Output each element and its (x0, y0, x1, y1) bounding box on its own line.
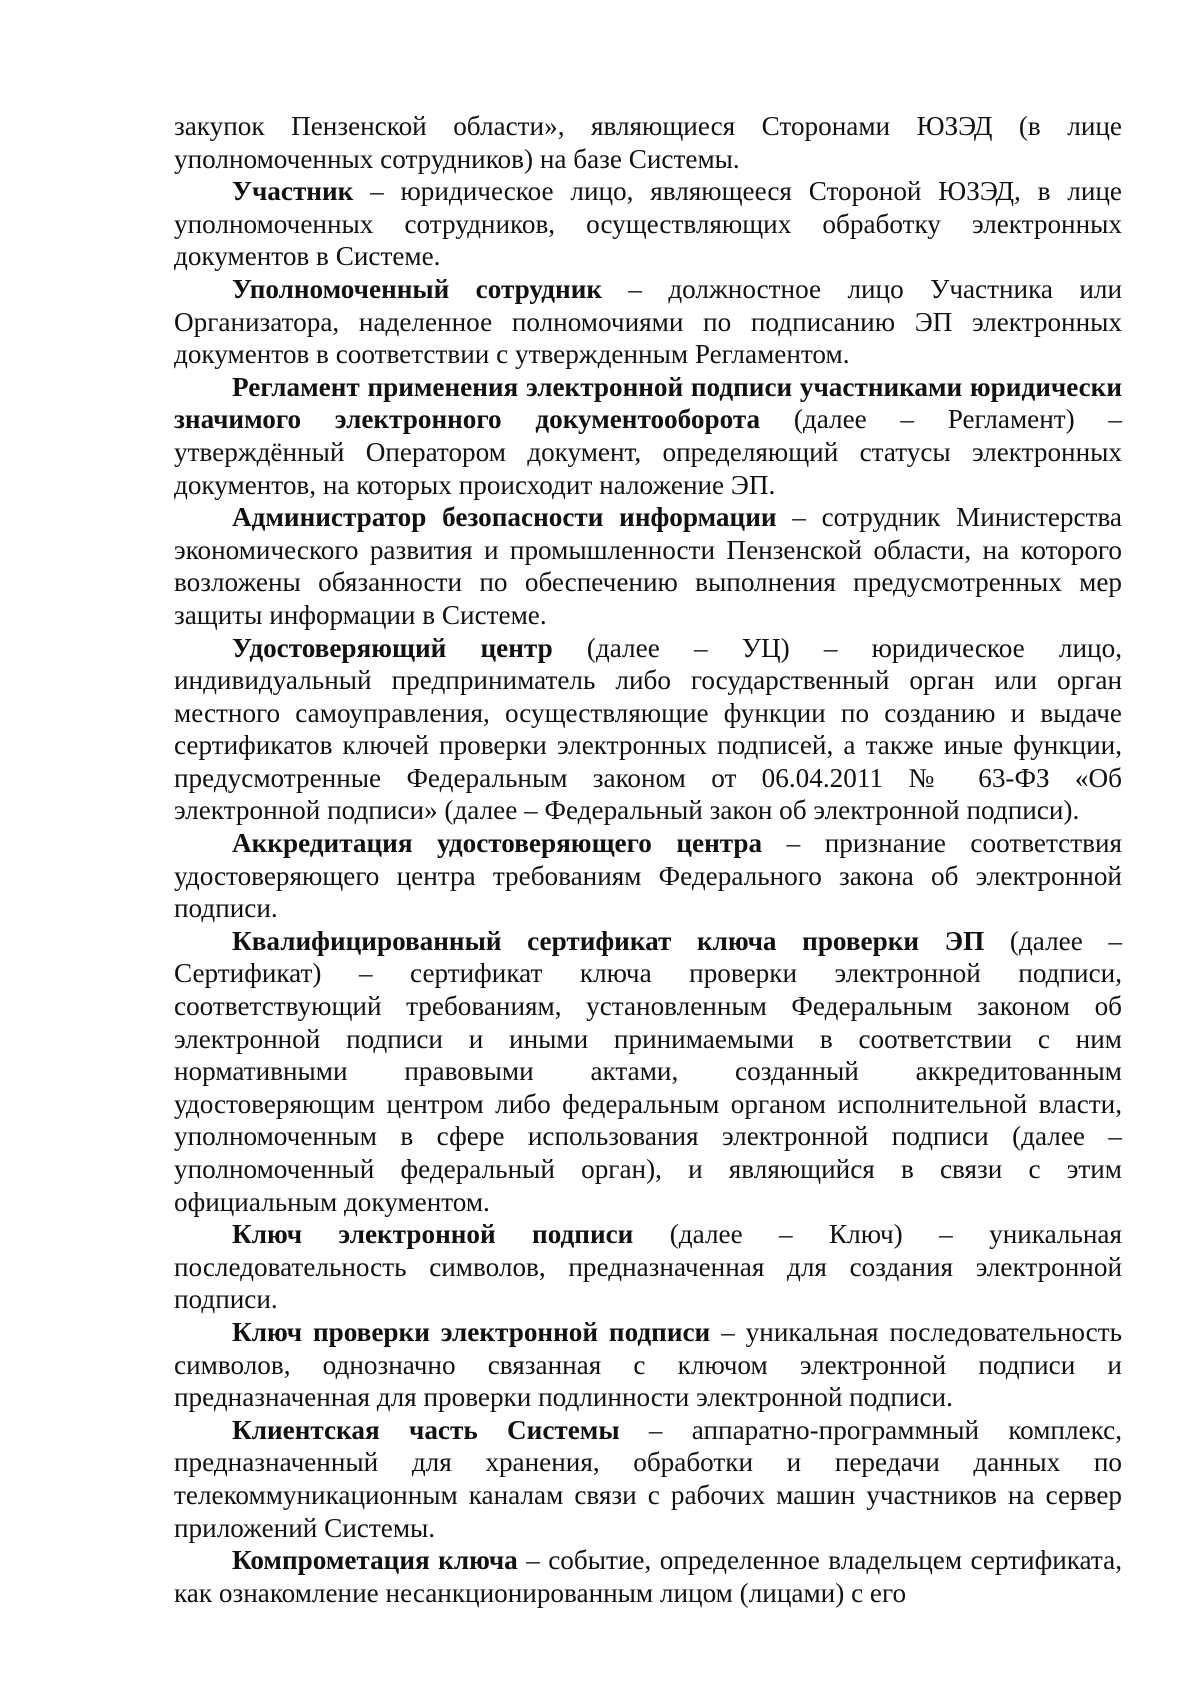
term: Ключ проверки электронной подписи (232, 1316, 711, 1347)
definition-text: – должностное лицо Участника или Организатора, наделенное полномочиями по подписанию ЭП электронных документов в соответствии с утвержденным Регламентом. (174, 273, 1122, 370)
definition-security-administrator (174, 501, 1122, 631)
definition-text: (далее – Ключ) – уникальная последовательность символов, предназначенная для создания электронной подписи. (174, 1219, 1123, 1315)
definition-participant (174, 175, 1122, 273)
paragraph-continuation (174, 110, 1122, 175)
definition-verification-key (174, 1316, 1122, 1414)
definition-text: – юридическое лицо, являющееся Стороной ЮЗЭД, в лице уполномоченных сотрудников, осуществляющих обработку электронных документов в Системе. (174, 176, 1122, 272)
term: Квалифицированный сертификат ключа проверки ЭП (232, 925, 985, 956)
term: Участник (232, 176, 354, 207)
term: Клиентская часть Системы (232, 1414, 620, 1445)
definition-text: – аппаратно-программный комплекс, предназначенный для хранения, обработки и передачи данных по телекоммуникационным каналам связи с рабочих машин участников на сервер приложений Системы. (174, 1414, 1123, 1543)
definition-text: – признание соответствия удостоверяющего центра требованиям Федерального закона об электронной подписи. (174, 828, 1123, 924)
definition-qualified-certificate (174, 925, 1122, 1218)
definition-authorized-employee (174, 273, 1122, 371)
definition-accreditation (174, 827, 1122, 925)
definition-client-part (174, 1414, 1122, 1544)
definition-text: – событие, определенное владельцем сертификата, как ознакомление несанкционированным лицом (лицами) с его (174, 1545, 1122, 1608)
definition-text: (далее – УЦ) – юридическое лицо, индивидуальный предприниматель либо государственный орган или орган местного самоуправления, осуществляющие функции по созданию и выдаче сертификатов ключей проверки электронных подписей, а также иные функции, предусмотренные Федеральным законом от 06.04.2011 № 63-ФЗ «Об электронной подписи» (далее – Федеральный закон об электронной подписи). (174, 632, 1122, 826)
term: Компрометация ключа (232, 1545, 518, 1576)
definition-text: (далее – Регламент) – утверждённый Оператором документ, определяющий статусы электронных документов, на которых происходит наложение ЭП. (174, 404, 1122, 500)
term: Ключ электронной подписи (232, 1219, 634, 1250)
term: Удостоверяющий центр (232, 632, 553, 663)
definition-certification-center (174, 632, 1122, 828)
definition-text: – сотрудник Министерства экономического развития и промышленности Пензенской области, на которого возложены обязанности по обеспечению выполнения предусмотренных мер защиты информации в Системе. (174, 502, 1122, 630)
definition-regulation (174, 371, 1122, 501)
term: Администратор безопасности информации (232, 502, 777, 533)
definition-text: (далее – Сертификат) – сертификат ключа проверки электронной подписи, соответствующий требованиям, установленным Федеральным законом об электронной подписи и иными принимаемыми в соответствии с ним нормативными правовыми актами, созданный аккредитованным удостоверяющим центром либо федеральным органом исполнительной власти, уполномоченным в сфере использования электронной подписи (далее – уполномоченный федеральный орган), и являющийся в связи с этим официальным документом. (174, 925, 1122, 1217)
term: Аккредитация удостоверяющего центра (232, 828, 763, 859)
term: Регламент применения электронной подписи участниками юридически значимого электронного документооборота (174, 371, 1122, 435)
paragraph-text: закупок Пензенской области», являющиеся Сторонами ЮЗЭД (в лице уполномоченных сотрудников) на базе Системы. (174, 111, 1122, 174)
document-page (174, 110, 1122, 1609)
definition-signature-key (174, 1218, 1122, 1316)
definition-text: – уникальная последовательность символов, однозначно связанная с ключом электронной подписи и предназначенная для проверки подлинности электронной подписи. (174, 1316, 1122, 1413)
definition-key-compromise (174, 1544, 1122, 1609)
term: Уполномоченный сотрудник (232, 273, 603, 304)
